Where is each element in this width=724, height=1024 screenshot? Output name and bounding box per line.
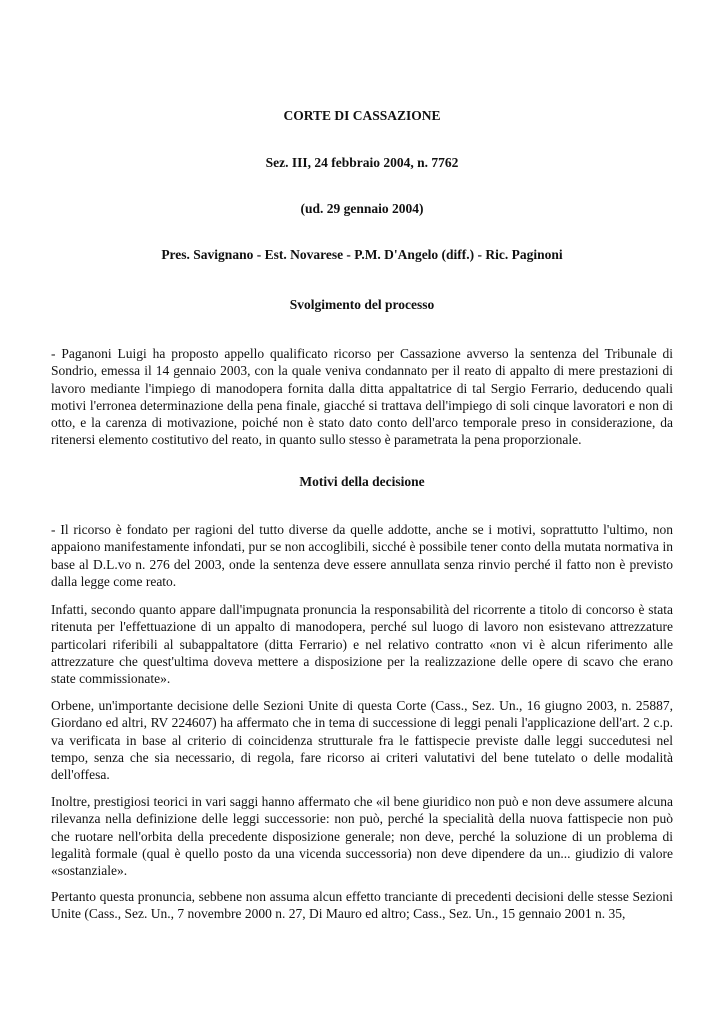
paragraph-decision-2: Infatti, secondo quanto appare dall'impugnata pronuncia la responsabilità del ricorrente a titolo di concorso è stata ritenuta per l'effettuazione di un appalto di manodopera, perché sul luogo di lavoro non esistevano attrezzature particolari riferibili al subappaltatore (ditta Ferrario) e nel relativo contratto «non vi è alcun riferimento alle attrezzature che quest'ultima doveva mettere a disposizione per la realizzazione delle opere di scavo che erano state commissionate». <box>51 602 673 687</box>
hearing-date: (ud. 29 gennaio 2004) <box>300 201 424 216</box>
paragraph-decision-3: Orbene, un'importante decisione delle Sezioni Unite di questa Corte (Cass., Sez. Un., 16 giugno 2003, n. 25887, Giordano ed altri, RV 224607) ha affermato che in tema di successione di leggi penali l'applicazione dell'art. 2 c.p. va verificata in base al criterio di coincidenza strutturale fra le fattispecie previste dalle leggi succedutesi nel tempo, senza che sia necessario, di regola, fare ricorso ai criteri valutativi del bene tutelato o delle modalità dell'offesa. <box>51 698 673 783</box>
section-heading-process: Svolgimento del processo <box>289 297 435 312</box>
paragraph-decision-5: Pertanto questa pronuncia, sebbene non assuma alcun effetto tranciante di precedenti decisioni delle stesse Sezioni Unite (Cass., Sez. Un., 7 novembre 2000 n. 27, Di Mauro ed altro; Cass., Sez. Un., 15 gennaio 2001 n. 35, <box>51 889 673 922</box>
paragraph-process: - Paganoni Luigi ha proposto appello qualificato ricorso per Cassazione avverso la sentenza del Tribunale di Sondrio, emessa il 14 gennaio 2003, con la quale veniva condannato per il reato di appalto di mere prestazioni di lavoro mediante l'impiego di manodopera fornita dalla ditta appaltatrice di tal Sergio Ferrario, deducendo quali motivi l'erronea determinazione della pena finale, giacché si trattava dell'impiego di soli cinque lavoratori e non di otto, e la carenza di motivazione, poiché non è stato dato conto dell'arco temporale preso in considerazione, da ritenersi elemento costitutivo del reato, in quanto sullo stesso è parametrata la pena proporzionale. <box>51 346 673 448</box>
section-heading-decision: Motivi della decisione <box>299 474 425 489</box>
section-citation: Sez. III, 24 febbraio 2004, n. 7762 <box>265 155 459 170</box>
court-title: CORTE DI CASSAZIONE <box>283 108 441 123</box>
parties-line: Pres. Savignano - Est. Novarese - P.M. D'Angelo (diff.) - Ric. Paginoni <box>161 247 563 262</box>
paragraph-decision-1: - Il ricorso è fondato per ragioni del tutto diverse da quelle addotte, anche se i motivi, soprattutto l'ultimo, non appaiono manifestamente infondati, pur se non accoglibili, sicché è possibile tener conto della mutata normativa in base al D.L.vo n. 276 del 2003, onde la sentenza deve essere annullata senza rinvio perché il fatto non è previsto dalla legge come reato. <box>51 522 673 589</box>
paragraph-decision-4: Inoltre, prestigiosi teorici in vari saggi hanno affermato che «il bene giuridico non può e non deve assumere alcuna rilevanza nella definizione delle leggi successorie: non può, perché la specialità della nuova fattispecie non può che ruotare nell'orbita della precedente disposizione generale; non deve, perché la soluzione di un problema di legalità formale (qual è quello posto da una vicenda successoria) non deve dipendere da un... giudizio di valore «sostanziale». <box>51 794 673 879</box>
